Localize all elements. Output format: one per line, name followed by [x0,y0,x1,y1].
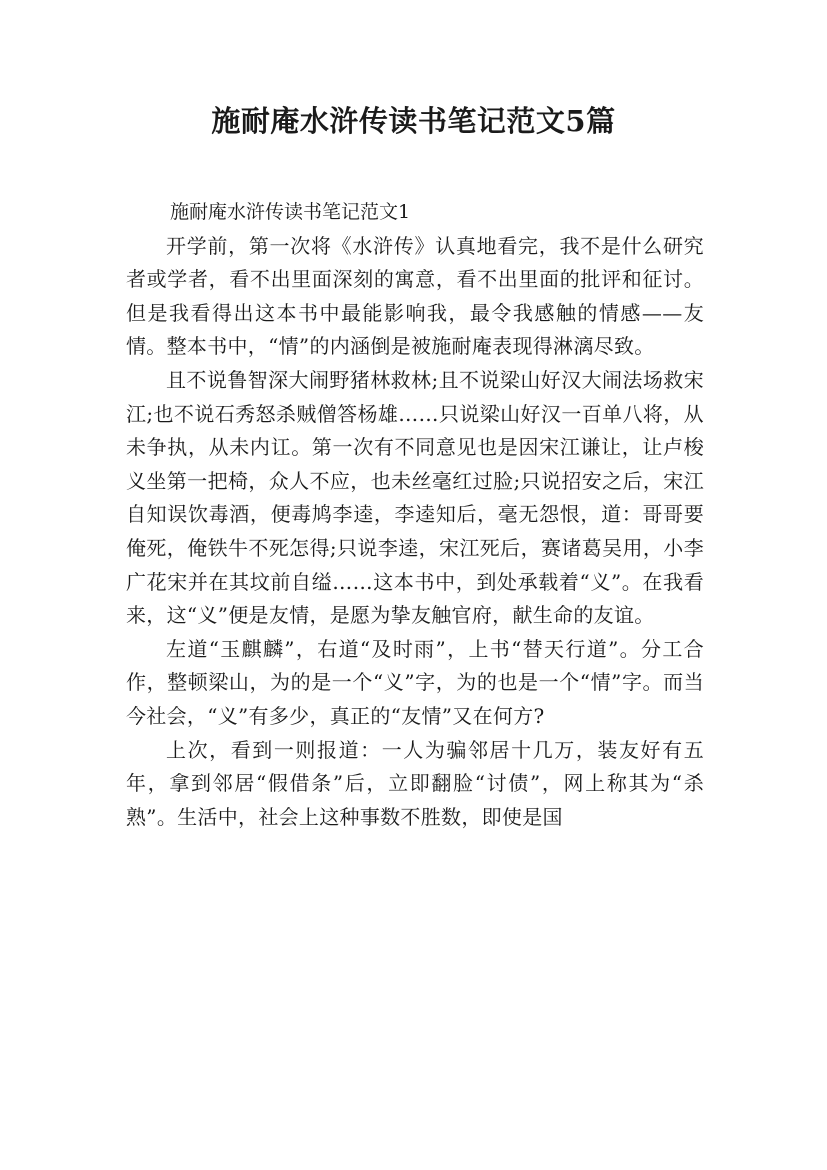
paragraph: 上次，看到一则报道：一人为骗邻居十几万，装友好有五年，拿到邻居“假借条”后，立即翻脸“讨债”，网上称其为“杀熟”。生活中，社会上这种事数不胜数，即使是国 [126,737,704,829]
section-heading: 施耐庵水浒传读书笔记范文1 [170,201,411,223]
paragraph: 且不说鲁智深大闹野猪林救林;且不说梁山好汉大闹法场救宋江;也不说石秀怒杀贼僧答杨雄……只说梁山好汉一百单八将，从未争执，从未内讧。第一次有不同意见也是因宋江谦让，让卢梭义坐第一把椅，众人不应，也未丝毫红过脸;只说招安之后，宋江自知误饮毒酒，便毒鸠李逵，李逵知后，毫无怨恨，道：哥哥要俺死，俺铁牛不死怎得;只说李逵，宋江死后，赛诸葛吴用，小李广花宋并在其坟前自缢……这本书中，到处承载着“义”。在我看来，这“义”便是友情，是愿为挚友触官府，献生命的友谊。 [126,367,704,628]
paragraph: 左道“玉麒麟”，右道“及时雨”，上书“替天行道”。分工合作，整顿梁山，为的是一个“义”字，为的也是一个“情”字。而当今社会，“义”有多少，真正的“友情”又在何方? [126,636,704,728]
paragraph: 开学前，第一次将《水浒传》认真地看完，我不是什么研究者或学者，看不出里面深刻的寓意，看不出里面的批评和征讨。但是我看得出这本书中最能影响我，最令我感触的情感——友情。整本书中，“情”的内涵倒是被施耐庵表现得淋漓尽致。 [126,233,704,359]
document-body [126,196,704,834]
document-title: 施耐庵水浒传读书笔记范文5篇 [211,104,616,138]
